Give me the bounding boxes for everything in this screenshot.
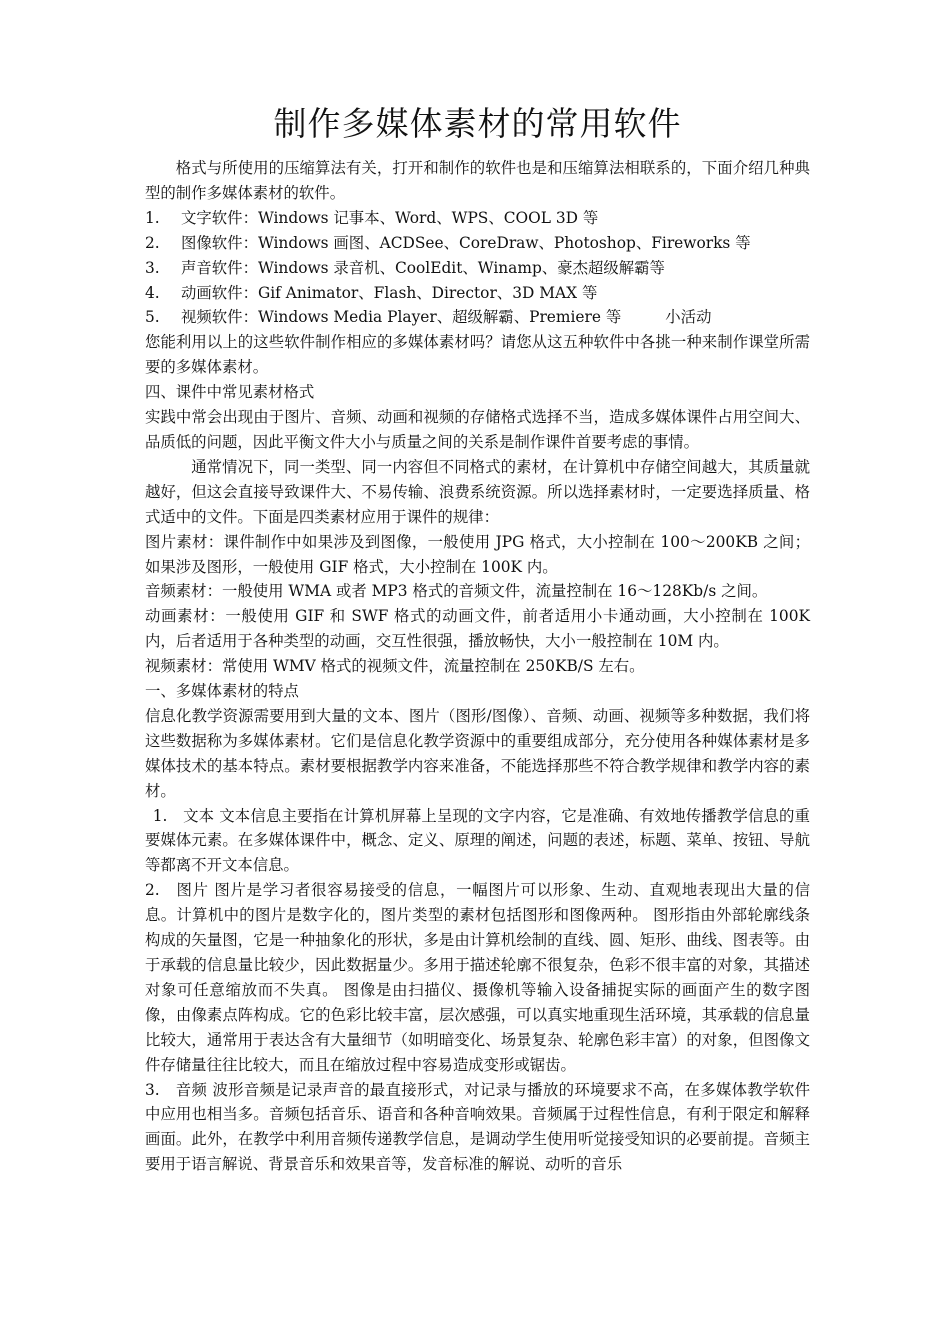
list-item (145, 305, 810, 330)
list-item (145, 206, 810, 231)
rule-animation: 动画素材：一般使用 GIF 和 SWF 格式的动画文件，前者适用小卡通动画，大小控制在 100K 内，后者适用于各种类型的动画，交互性很强，播放畅快，大小一般控制在 10M 内。 (145, 607, 810, 651)
list-item (145, 281, 810, 306)
list-text: 图像软件：Windows 画图、ACDSee、CoreDraw、Photoshop、Fireworks 等 (181, 233, 751, 252)
list-number: 4. (145, 283, 160, 302)
list-text: 动画软件：Gif Animator、Flash、Director、3D MAX 等 (181, 283, 598, 302)
list-text: 声音软件：Windows 录音机、CoolEdit、Winamp、豪杰超级解霸等 (181, 258, 665, 277)
item-audio: 3. 音频 波形音频是记录声音的最直接形式，对记录与播放的环境要求不高，在多媒体教学软件中应用也相当多。音频包括音乐、语音和各种音响效果。音频属于过程性信息，有利于限定和解释画面。此外，在教学中利用音频传递教学信息，是调动学生使用听觉接受知识的必要前提。音频主要用于语言解说、背景音乐和效果音等，发音标准的解说、动听的音乐 (145, 1080, 810, 1174)
list-number: 1. (145, 208, 160, 227)
software-list (145, 206, 810, 331)
paragraph: 信息化教学资源需要用到大量的文本、图片（图形/图像）、音频、动画、视频等多种数据，我们将这些数据称为多媒体素材。它们是信息化教学资源中的重要组成部分，充分使用各种媒体素材是多媒体技术的基本特点。素材要根据教学内容来准备，不能选择那些不符合教学规律和教学内容的素材。 (145, 706, 810, 800)
item-text: 1. 文本 文本信息主要指在计算机屏幕上呈现的文字内容，它是准确、有效地传播教学信息的重要媒体元素。在多媒体课件中，概念、定义、原理的阐述，问题的表述，标题、菜单、按钮、导航等都离不开文本信息。 (145, 806, 810, 875)
intro-paragraph: 格式与所使用的压缩算法有关，打开和制作的软件也是和压缩算法相联系的，下面介绍几种典型的制作多媒体素材的软件。 (145, 159, 810, 202)
rule-video: 视频素材：常使用 WMV 格式的视频文件，流量控制在 250KB/S 左右。 (145, 657, 645, 676)
list-item (145, 256, 810, 281)
document-page (145, 100, 810, 1177)
page-title: 制作多媒体素材的常用软件 (273, 104, 682, 143)
list-item (145, 231, 810, 256)
list-number: 2. (145, 233, 160, 252)
paragraph: 通常情况下，同一类型、同一内容但不同格式的素材，在计算机中存储空间越大，其质量就越好，但这会直接导致课件大、不易传输、浪费系统资源。所以选择素材时，一定要选择质量、格式适中的文件。下面是四类素材应用于课件的规律： (145, 457, 810, 526)
rule-audio: 音频素材：一般使用 WMA 或者 MP3 格式的音频文件，流量控制在 16～128Kb/s 之间。 (145, 582, 768, 601)
activity-label: 小活动 (665, 308, 712, 327)
section-heading: 一、多媒体素材的特点 (145, 682, 299, 701)
paragraph: 实践中常会出现由于图片、音频、动画和视频的存储格式选择不当，造成多媒体课件占用空间大、品质低的问题，因此平衡文件大小与质量之间的关系是制作课件首要考虑的事情。 (145, 408, 810, 451)
list-text: 视频软件：Windows Media Player、超级解霸、Premiere 等 (181, 308, 622, 327)
list-text: 文字软件：Windows 记事本、Word、WPS、COOL 3D 等 (181, 208, 599, 227)
list-number: 3. (145, 258, 160, 277)
item-image: 2. 图片 图片是学习者很容易接受的信息，一幅图片可以形象、生动、直观地表现出大量的信息。计算机中的图片是数字化的，图片类型的素材包括图形和图像两种。 图形指由外部轮廓线条构成的矢量图，它是一种抽象化的形状，多是由计算机绘制的直线、圆、矩形、曲线、图表等。由于承载的信息量比较少，因此数据量少。多用于描述轮廓不很复杂，色彩不很丰富的对象，其描述对象可任意缩放而不失真。 图像是由扫描仪、摄像机等输入设备捕捉实际的画面产生的数字图像，由像素点阵构成。它的色彩比较丰富，层次感强，可以真实地重现生活环境，其承载的信息量比较大，通常用于表达含有大量细节（如明暗变化、场景复杂、轮廓色彩丰富）的对象，但图像文件存储量往往比较大，而且在缩放过程中容易造成变形或锯齿。 (145, 881, 810, 1074)
rule-image: 图片素材：课件制作中如果涉及到图像，一般使用 JPG 格式，大小控制在 100～200KB 之间；如果涉及图形，一般使用 GIF 格式，大小控制在 100K 内。 (145, 532, 810, 576)
activity-paragraph: 您能利用以上的这些软件制作相应的多媒体素材吗？请您从这五种软件中各挑一种来制作课堂所需要的多媒体素材。 (145, 333, 810, 377)
section-heading: 四、课件中常见素材格式 (145, 383, 315, 402)
list-number: 5. (145, 308, 160, 327)
